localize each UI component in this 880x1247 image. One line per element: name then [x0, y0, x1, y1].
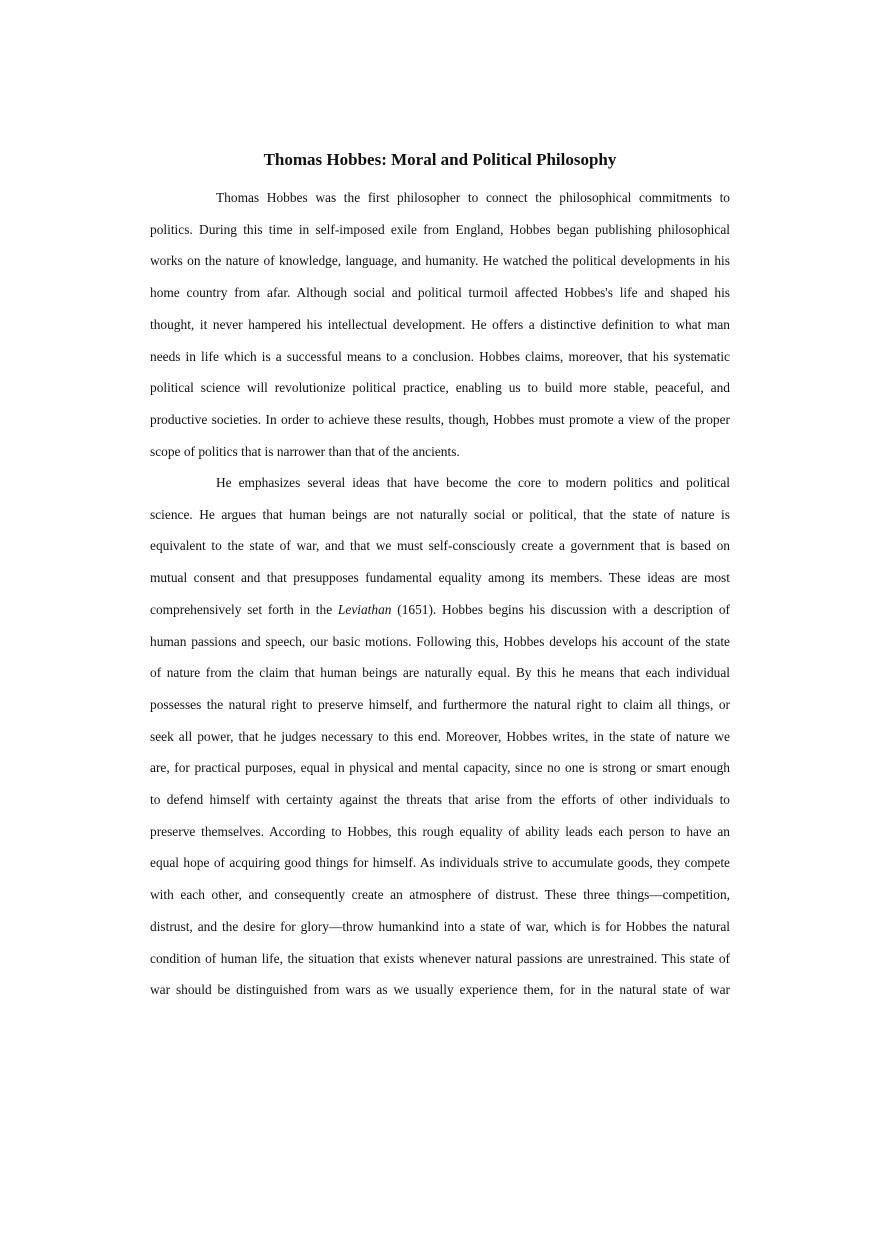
text-line: home country from afar. Although social and political turmoil affected Hobbes's life and shaped his — [150, 285, 730, 301]
text-segment: (1651). Hobbes begins his discussion with a description of — [391, 601, 730, 617]
text-line: He emphasizes several ideas that have become the core to modern politics and political — [216, 475, 730, 490]
text-line-with-italic — [150, 594, 730, 626]
text-line: productive societies. In order to achieve these results, though, Hobbes must promote a view of the proper — [150, 411, 730, 427]
text-line: equal hope of acquiring good things for himself. As individuals strive to accumulate goods, they compete — [150, 855, 730, 871]
text-line: thought, it never hampered his intellectual development. He offers a distinctive definition to what man — [150, 316, 730, 332]
text-line: distrust, and the desire for glory—throw humankind into a state of war, which is for Hobbes the natural — [150, 918, 730, 934]
text-segment: comprehensively set forth in the — [150, 601, 338, 617]
text-line: of nature from the claim that human beings are naturally equal. By this he means that each individual — [150, 665, 730, 681]
text-line: equivalent to the state of war, and that we must self-consciously create a government that is based on — [150, 538, 730, 554]
text-line: seek all power, that he judges necessary to this end. Moreover, Hobbes writes, in the state of nature we — [150, 728, 730, 744]
text-line: politics. During this time in self-imposed exile from England, Hobbes began publishing philosophical — [150, 221, 730, 237]
text-line: science. He argues that human beings are not naturally social or political, that the state of nature is — [150, 506, 730, 522]
book-title-italic: Leviathan — [337, 601, 392, 617]
paragraph-2 — [150, 467, 730, 1006]
text-line: preserve themselves. According to Hobbes, this rough equality of ability leads each person to have an — [150, 823, 730, 839]
text-line: needs in life which is a successful means to a conclusion. Hobbes claims, moreover, that his systematic — [150, 348, 730, 364]
document-title: Thomas Hobbes: Moral and Political Philosophy — [263, 150, 617, 169]
text-line: with each other, and consequently create an atmosphere of distrust. These three things—competition, — [150, 887, 730, 903]
paragraph-1 — [150, 182, 730, 467]
text-line: condition of human life, the situation that exists whenever natural passions are unrestrained. This state of — [150, 950, 730, 966]
text-line: Thomas Hobbes was the first philosopher to connect the philosophical commitments to — [216, 190, 730, 205]
text-line: political science will revolutionize political practice, enabling us to build more stable, peaceful, and — [150, 380, 730, 396]
text-line: are, for practical purposes, equal in physical and mental capacity, since no one is strong or smart enough — [150, 760, 730, 776]
text-line: works on the nature of knowledge, language, and humanity. He watched the political developments in his — [150, 253, 730, 269]
text-line: to defend himself with certainty against the threats that arise from the efforts of other individuals to — [150, 792, 730, 808]
text-line: human passions and speech, our basic motions. Following this, Hobbes develops his account of the state — [150, 633, 730, 649]
text-line: war should be distinguished from wars as we usually experience them, for in the natural state of war — [150, 982, 730, 998]
text-line: scope of politics that is narrower than that of the ancients. — [150, 443, 460, 459]
text-line: mutual consent and that presupposes fundamental equality among its members. These ideas are most — [150, 570, 730, 586]
text-line: possesses the natural right to preserve himself, and furthermore the natural right to claim all things, or — [150, 696, 730, 712]
